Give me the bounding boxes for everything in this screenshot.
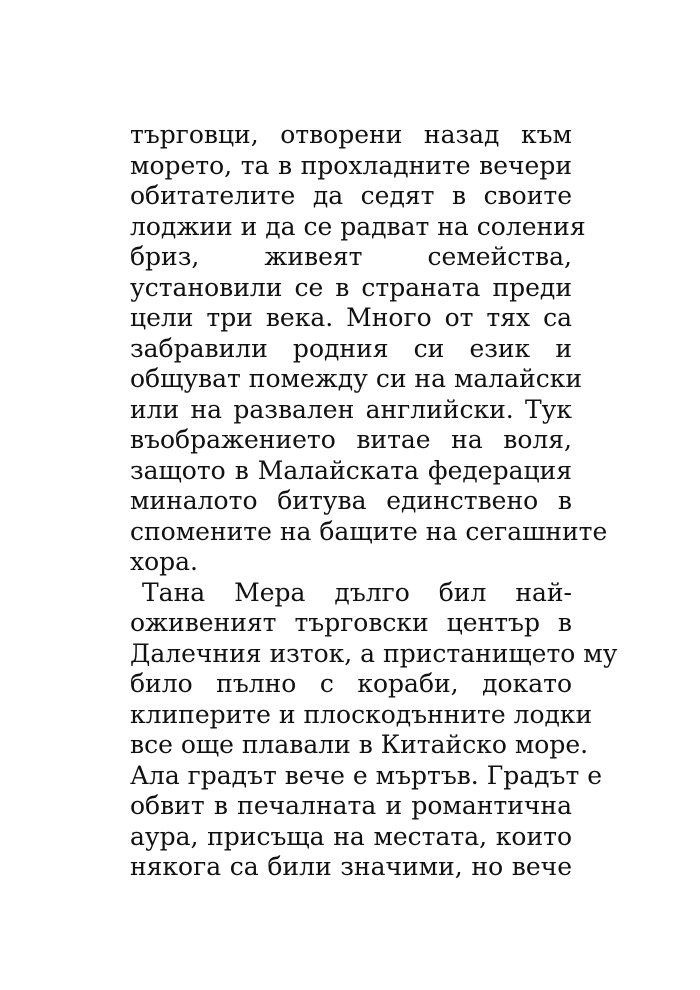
text-line: Далечния изток, а пристанището му xyxy=(130,638,618,668)
text-line: обитателите да седят в своите xyxy=(130,181,572,210)
text-line: търговци, отворени назад към xyxy=(130,120,572,149)
text-line: Тана Мера дълго бил най- xyxy=(142,577,572,607)
body-text xyxy=(130,120,618,883)
text-line: бриз, живеят семейства, xyxy=(130,242,572,271)
text-line: оживеният търговски център в xyxy=(130,608,572,637)
text-line: защото в Малайската федерация xyxy=(130,455,572,485)
text-line: хора. xyxy=(130,547,199,576)
text-line: все още плавали в Китайско море. xyxy=(130,730,589,759)
text-line: общуват помежду си на малайски xyxy=(130,364,583,393)
text-line: цели три века. Много от тях са xyxy=(130,303,572,332)
text-line: миналото битува единствено в xyxy=(130,486,572,515)
text-line: лоджии и да се радват на соления xyxy=(130,211,586,241)
text-line: морето, та в прохладните вечери xyxy=(130,150,572,180)
text-line: въображението витае на воля, xyxy=(130,425,572,454)
text-line: аура, присъща на местата, които xyxy=(130,821,572,851)
text-line: Ала градът вече е мъртъв. Градът е xyxy=(130,760,603,790)
text-line: някога са били значими, но вече xyxy=(130,852,572,881)
text-line: било пълно с кораби, докато xyxy=(130,669,572,698)
text-line: забравили родния си език и xyxy=(130,333,572,363)
text-line: или на развален английски. Тук xyxy=(130,394,572,424)
text-line: клиперите и плоскодънните лодки xyxy=(130,699,593,729)
text-line: установили се в страната преди xyxy=(130,272,572,302)
text-line: обвит в печалната и романтична xyxy=(130,791,572,820)
text-line: спомените на бащите на сегашните xyxy=(130,516,608,546)
